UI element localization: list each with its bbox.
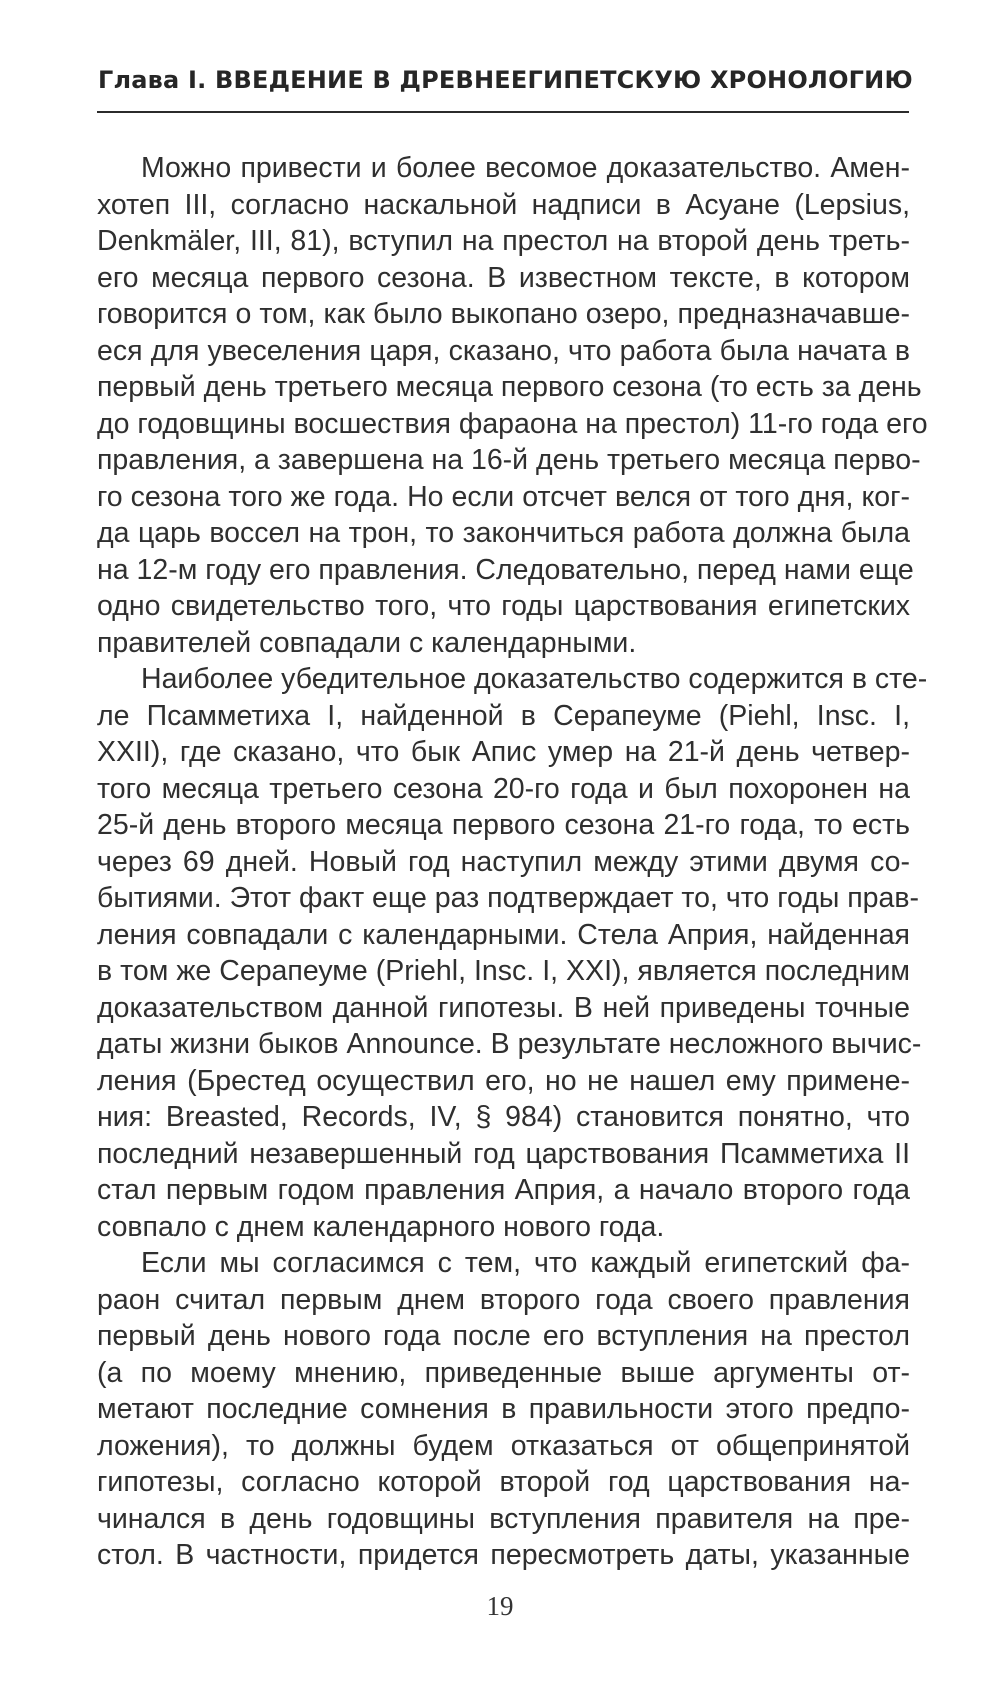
text-line: в том же Серапеуме (Priehl, Insc. I, XXI), является последним <box>97 955 910 987</box>
text-line: ле Псамметиха I, найденной в Серапеуме (Piehl, Insc. I, <box>97 699 910 732</box>
text-line: Denkmäler, III, 81), вступил на престол на второй день треть- <box>97 225 910 257</box>
text-line: Если мы согласимся с тем, что каждый египетский фа- <box>141 1247 910 1279</box>
text-line: го сезона того же года. Но если отсчет велся от того дня, ког- <box>97 480 910 513</box>
running-head: Глава I. ВВЕДЕНИЕ В ДРЕВНЕЕГИПЕТСКУЮ ХРОНОЛОГИЮ <box>98 66 913 94</box>
text-line: чинался в день годовщины вступления правителя на пре- <box>97 1502 910 1535</box>
text-line: да царь воссел на трон, то закончиться работа должна была <box>97 517 910 549</box>
text-line: Можно привести и более весомое доказательство. Амен- <box>141 152 910 184</box>
text-line: еся для увеселения царя, сказано, что работа была начата в <box>97 334 910 367</box>
text-line: стал первым годом правления Априя, а начало второго года <box>97 1174 910 1206</box>
text-line: правления, а завершена на 16-й день третьего месяца перво- <box>97 444 921 476</box>
paragraph <box>97 150 928 661</box>
text-line: хотеп III, согласно наскальной надписи в Асуане (Lepsius, <box>97 188 910 221</box>
header-rule <box>97 111 909 113</box>
text-line: последний незавершенный год царствования Псамметиха II <box>97 1137 910 1170</box>
text-line: 25-й день второго месяца первого сезона 21-го года, то есть <box>97 809 910 841</box>
text-line: говорится о том, как было выкопано озеро, предназначавше- <box>97 298 910 330</box>
text-line: ления (Брестед осуществил его, но не нашел ему примене- <box>97 1064 910 1097</box>
text-line: совпало с днем календарного нового года. <box>97 1210 665 1243</box>
text-line: одно свидетельство того, что годы царствования египетских <box>97 590 910 622</box>
paragraph <box>97 1245 910 1574</box>
text-line: раон считал первым днем второго года своего правления <box>97 1283 910 1316</box>
page-number: 19 <box>486 1591 514 1621</box>
text-line: XXII), где сказано, что бык Апис умер на 21-й день четвер- <box>97 736 910 768</box>
text-line: (а по моему мнению, приведенные выше аргументы от- <box>97 1356 910 1389</box>
text-line: того месяца третьего сезона 20-го года и был похоронен на <box>97 772 910 805</box>
text-line: его месяца первого сезона. В известном тексте, в котором <box>97 261 910 294</box>
text-line: на 12-м году его правления. Следовательно, перед нами еще <box>97 553 914 586</box>
text-line: метают последние сомнения в правильности этого предпо- <box>97 1393 910 1425</box>
body-text <box>97 150 928 1574</box>
text-line: Наиболее убедительное доказательство содержится в сте- <box>141 663 928 695</box>
text-line: правителей совпадали с календарными. <box>97 626 637 659</box>
text-line: стол. В частности, придется пересмотреть даты, указанные <box>97 1539 910 1571</box>
text-line: ложения), то должны будем отказаться от общепринятой <box>97 1429 910 1462</box>
text-line: ления совпадали с календарными. Стела Априя, найденная <box>97 918 910 951</box>
text-line: даты жизни быков Announce. В результате несложного вычис- <box>97 1028 922 1060</box>
text-line: ния: Breasted, Records, IV, § 984) становится понятно, что <box>97 1101 910 1133</box>
text-line: бытиями. Этот факт еще раз подтверждает то, что годы прав- <box>97 882 919 914</box>
text-line: доказательством данной гипотезы. В ней приведены точные <box>97 991 910 1024</box>
text-line: первый день нового года после его вступления на престол <box>97 1320 910 1352</box>
text-line: до годовщины восшествия фараона на престол) 11-го года его <box>97 407 928 440</box>
paragraph <box>97 661 928 1245</box>
text-line: первый день третьего месяца первого сезона (то есть за день <box>97 371 922 403</box>
text-line: через 69 дней. Новый год наступил между этими двумя со- <box>97 845 910 878</box>
text-line: гипотезы, согласно которой второй год царствования на- <box>97 1466 910 1498</box>
